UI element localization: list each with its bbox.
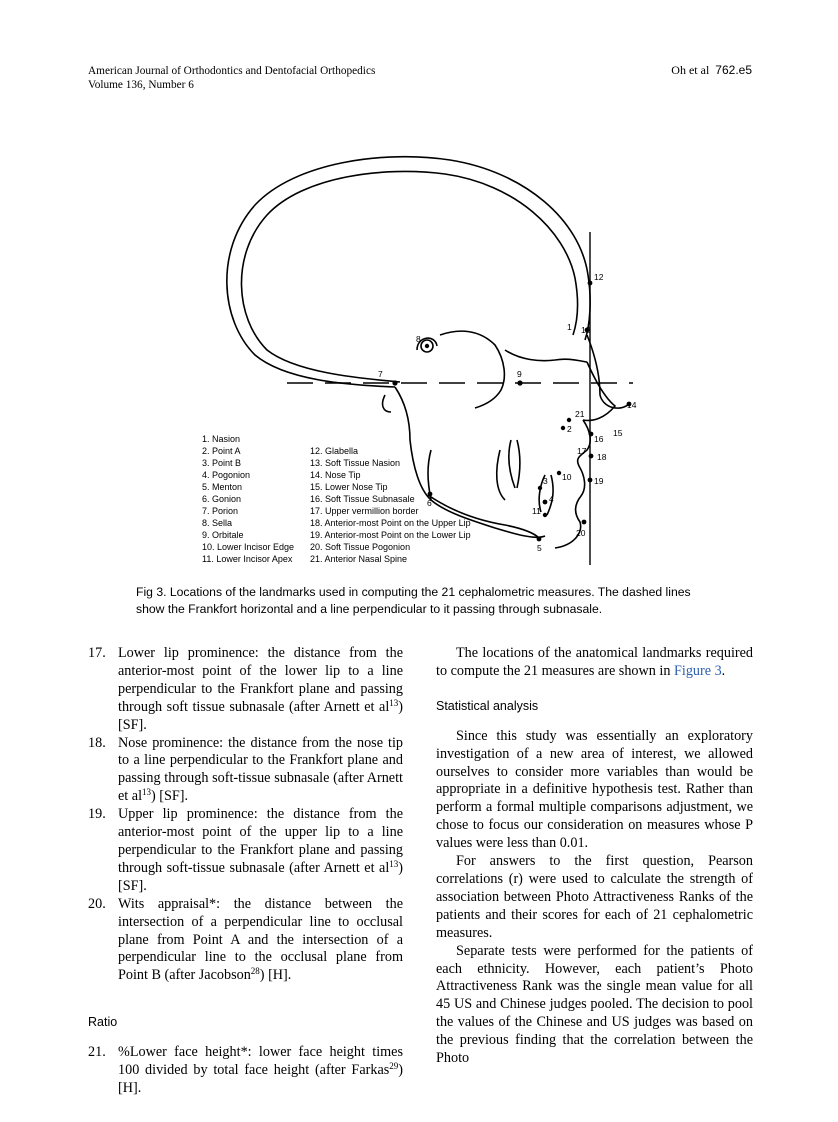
- landmark-5: [537, 537, 542, 542]
- legend-item: 12. Glabella: [310, 446, 359, 456]
- legend-item: 11. Lower Incisor Apex: [202, 554, 293, 564]
- list-item: [88, 735, 403, 807]
- section-heading-statistics: Statistical analysis: [436, 698, 539, 713]
- point-label: 5: [537, 543, 542, 553]
- legend-item: 7. Porion: [202, 506, 239, 516]
- landmark-3: [538, 486, 542, 490]
- list-text-end: ) [SF].: [151, 788, 189, 805]
- landmark-21: [567, 418, 571, 422]
- right-column: [436, 645, 753, 1068]
- legend-item: 21. Anterior Nasal Spine: [310, 554, 408, 564]
- point-label: 12: [594, 272, 604, 282]
- list-number: 20.: [88, 895, 106, 912]
- landmark-11: [543, 513, 547, 517]
- legend-item: 3. Point B: [202, 458, 242, 468]
- citation-sup: 28: [250, 966, 260, 977]
- list-text-end: ) [H].: [259, 967, 292, 984]
- point-label: 1: [567, 322, 572, 332]
- landmark-20: [582, 520, 587, 525]
- landmark-7: [392, 380, 397, 385]
- point-label: 15: [613, 428, 623, 438]
- legend-item: 14. Nose Tip: [310, 470, 361, 480]
- point-label: 18: [597, 452, 607, 462]
- legend-item: 20. Soft Tissue Pogonion: [310, 542, 411, 552]
- point-label: 21: [575, 409, 585, 419]
- list-text-end: ) [SF].: [118, 698, 403, 733]
- landmark-10: [557, 471, 561, 475]
- point-label: 7: [378, 369, 383, 379]
- list-text: Wits appraisal*: the distance between the intersection of a perpendicular line to occlusal plane from Point A and the intersection of a perpendicular line to the occlusal plane from Point B (after Jacobson: [118, 895, 403, 984]
- journal-volume: Volume 136, Number 6: [88, 79, 194, 91]
- landmark-9: [517, 380, 522, 385]
- list-item: [88, 806, 403, 896]
- list-text-end: ) [SF].: [118, 859, 403, 894]
- landmark-12: [588, 281, 593, 286]
- point-label: 9: [517, 369, 522, 379]
- intro-text-end: .: [721, 662, 726, 679]
- legend-column-left: [202, 433, 312, 565]
- list-number: 17.: [88, 645, 106, 661]
- landmark-4: [543, 500, 548, 505]
- point-label: 11: [532, 506, 541, 516]
- point-label: 19: [594, 476, 604, 486]
- list-text: Lower lip prominence: the distance from the anterior-most point of the lower lip to a line perpendicular to the Frankfort plane and passing through soft tissue subnasale (after Arnett et al: [118, 645, 403, 715]
- list-text-end: ) [H].: [118, 1062, 403, 1096]
- author-line: Oh et al: [671, 63, 710, 77]
- legend-item: 4. Pogonion: [202, 470, 251, 480]
- legend-item: 10. Lower Incisor Edge: [202, 542, 295, 552]
- journal-title: American Journal of Orthodontics and Dentofacial Orthopedics: [88, 65, 376, 77]
- citation-sup: 13: [142, 787, 152, 798]
- legend-item: 2. Point A: [202, 446, 241, 456]
- point-label: 20: [576, 528, 586, 538]
- left-column: [88, 645, 403, 1098]
- point-label: 6: [427, 498, 432, 508]
- point-label: 8: [416, 334, 421, 344]
- point-label: 16: [594, 434, 604, 444]
- intro-text: The locations of the anatomical landmarks required to compute the 21 measures are shown in: [436, 645, 753, 679]
- legend-item: 9. Orbitale: [202, 530, 244, 540]
- citation-sup: 13: [389, 697, 399, 708]
- point-label: 10: [562, 472, 572, 482]
- list-number: 21.: [88, 1044, 106, 1061]
- landmark-8: [425, 344, 429, 348]
- point-label: 14: [627, 400, 637, 410]
- point-label: 2: [567, 424, 572, 434]
- section-heading-ratio: Ratio: [88, 1015, 118, 1030]
- list-item: [88, 896, 403, 986]
- list-item: [88, 1044, 403, 1098]
- point-label: 4: [549, 494, 554, 504]
- legend-item: 16. Soft Tissue Subnasale: [310, 494, 415, 504]
- list-text: Nose prominence: the distance from the nose tip to a line perpendicular to the Frankfort plane and passing through soft-tissue subnasale (after Arnett et al: [118, 734, 403, 805]
- intro-paragraph: [436, 645, 753, 681]
- point-label: 13: [581, 325, 591, 335]
- body-paragraph: For answers to the first question, Pearson correlations (r) were used to calculate the strength of association between Photo Attractiveness Ranks of the patients and their scores for each of 21 cephalometric measures.: [436, 853, 753, 941]
- point-label: 3: [543, 476, 548, 486]
- citation-sup: 13: [389, 858, 399, 869]
- list-text: Upper lip prominence: the distance from the anterior-most point of the upper lip to a line perpendicular to the Frankfort plane and passing through soft-tissue subnasale (after Arnett et al: [118, 806, 403, 876]
- body-paragraph: Since this study was essentially an exploratory investigation of a new area of interest, we allowed ourselves to consider more variables than would be appropriate in a definitive hypothesis test. Rather than perform a formal multiple comparisons adjustment, we chose to focus our consideration on measures whose P values were less than 0.01.: [436, 727, 753, 852]
- page-number: 762.e5: [715, 63, 752, 77]
- list-item: [88, 645, 403, 735]
- list-number: 19.: [88, 806, 106, 823]
- landmark-16: [589, 432, 594, 437]
- legend-item: 19. Anterior-most Point on the Lower Lip: [310, 530, 471, 540]
- list-text: %Lower face height*: lower face height times 100 divided by total face height (after Farkas: [118, 1044, 403, 1079]
- point-label: 17: [577, 446, 587, 456]
- legend-item: 18. Anterior-most Point on the Upper Lip: [310, 518, 471, 528]
- body-paragraph: Separate tests were performed for the patients of each ethnicity. However, each patient’s Photo Attractiveness Rank was the single mean value for all 45 US and Chinese judges pooled. The decision to pool the values of the Chinese and US judges was based on the previous finding that the correlation between the Photo: [436, 942, 753, 1067]
- list-number: 18.: [88, 734, 106, 751]
- citation-sup: 29: [389, 1061, 399, 1072]
- figure-link[interactable]: Figure 3: [673, 662, 722, 679]
- landmark-18: [589, 454, 594, 459]
- landmark-19: [588, 478, 593, 483]
- legend-item: 5. Menton: [202, 482, 243, 492]
- landmark-2: [561, 426, 565, 430]
- running-header: [88, 64, 375, 92]
- legend-item: 15. Lower Nose Tip: [310, 482, 388, 492]
- legend-item: 17. Upper vermillion border: [310, 506, 419, 516]
- legend-item: 8. Sella: [202, 518, 233, 528]
- legend-item: 6. Gonion: [202, 494, 242, 504]
- page-header-right: [671, 63, 752, 78]
- legend-column-right: [310, 445, 520, 565]
- figure-caption: Fig 3. Locations of the landmarks used in computing the 21 cephalometric measures. The dashed lines show the Frankfort horizontal and a line perpendicular to it passing through subnasale.: [136, 585, 691, 616]
- legend-item: 13. Soft Tissue Nasion: [310, 458, 401, 468]
- legend-item: 1. Nasion: [202, 434, 241, 444]
